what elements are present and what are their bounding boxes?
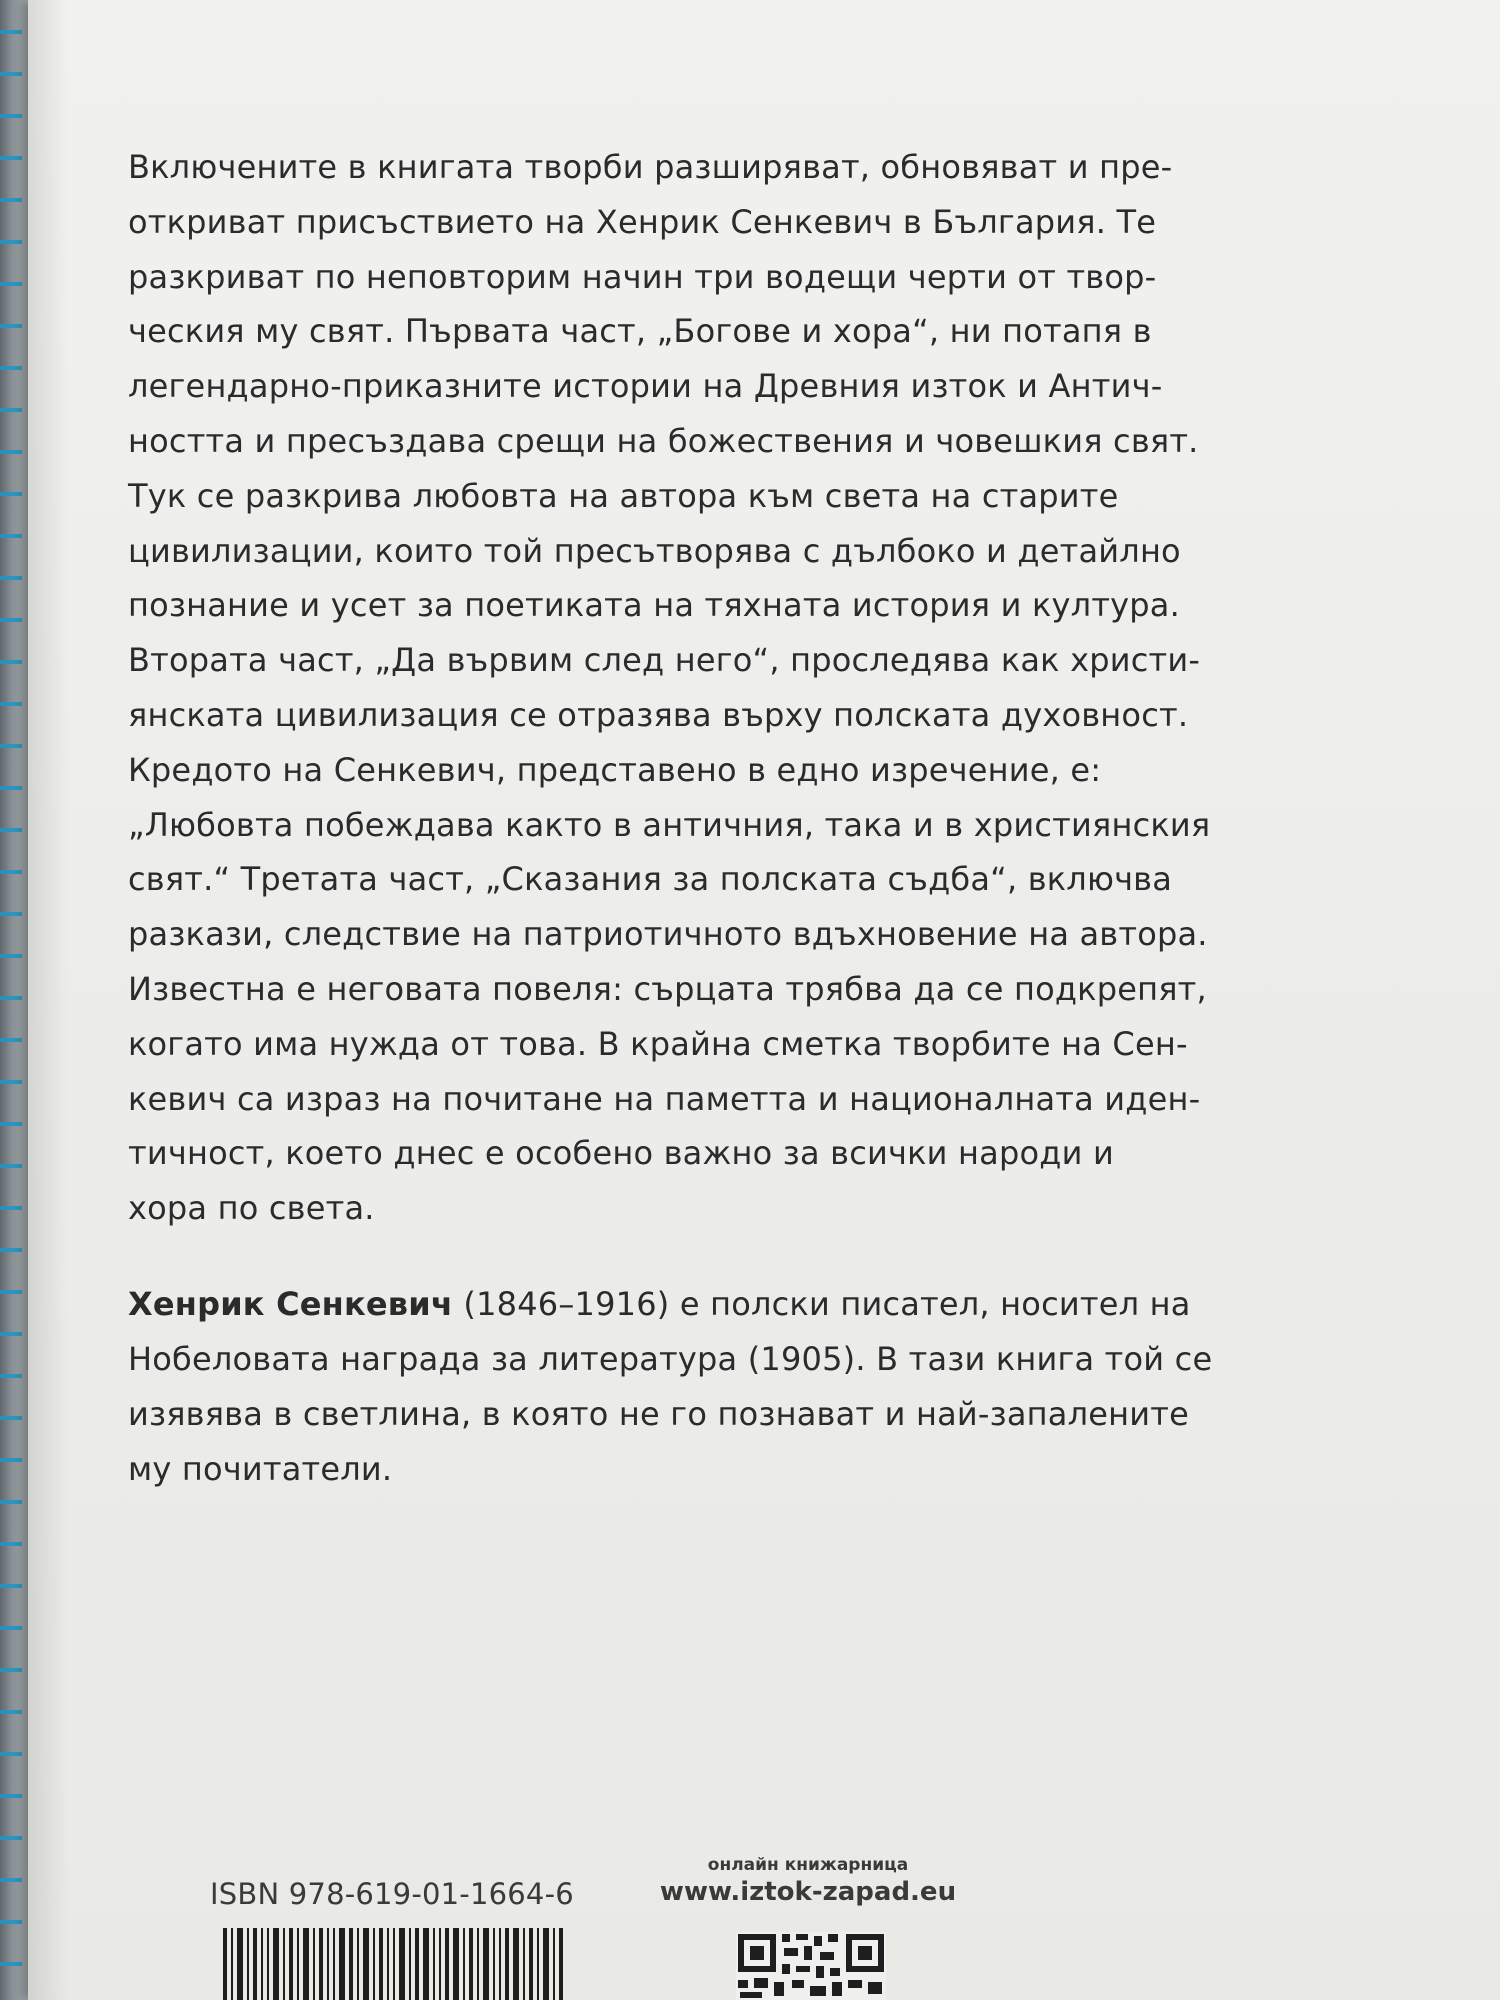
description-line: Известна е неговата повеля: сърцата трябва да се подкрепят, bbox=[128, 969, 1207, 1008]
description-line: ческия му свят. Първата част, „Богове и хора“, ни потапя в bbox=[128, 312, 1152, 351]
description-line: разкази, следствие на патриотичното вдъхновение на автора. bbox=[128, 915, 1208, 954]
description-line: легендарно-приказните истории на Древния изток и Антич- bbox=[128, 367, 1163, 406]
notebook-lines bbox=[0, 0, 22, 2000]
isbn-number: ISBN 978-619-01-1664-6 bbox=[210, 1877, 574, 1911]
description-line: разкриват по неповторим начин три водещи черти от твор- bbox=[128, 257, 1157, 296]
description-line: когато има нужда от това. В крайна сметка творбите на Сен- bbox=[128, 1024, 1188, 1063]
description-line: Втората част, „Да вървим след него“, проследява как христи- bbox=[128, 641, 1201, 680]
bookstore-url[interactable]: www.iztok-zapad.eu bbox=[659, 1877, 957, 1907]
page-shadow bbox=[28, 0, 68, 2000]
author-bio bbox=[128, 1277, 1448, 1497]
book-description bbox=[128, 140, 1448, 1236]
author-bio-line: Нобеловата награда за литература (1905). В тази книга той се bbox=[128, 1340, 1213, 1378]
book-back-cover bbox=[28, 0, 1500, 2000]
author-bio-line: изявява в светлина, в която не го познават и най-запалените bbox=[128, 1395, 1189, 1433]
author-bio-line: му почитатели. bbox=[128, 1450, 393, 1488]
description-line: Тук се разкрива любовта на автора към света на старите bbox=[128, 476, 1119, 515]
bookstore-label: онлайн книжарница bbox=[707, 1855, 909, 1875]
description-line: свят.“ Третата част, „Сказания за полската съдба“, включва bbox=[128, 860, 1173, 899]
online-bookstore bbox=[628, 1855, 988, 1907]
description-line: хора по света. bbox=[128, 1189, 375, 1228]
author-bio-line: (1846–1916) е полски писател, носител на bbox=[453, 1285, 1191, 1323]
author-name: Хенрик Сенкевич bbox=[128, 1285, 454, 1323]
description-line: откриват присъствието на Хенрик Сенкевич в България. Те bbox=[128, 202, 1157, 241]
description-line: Включените в книгата творби разширяват, обновяват и пре- bbox=[128, 148, 1173, 186]
description-line: цивилизации, които той пресътворява с дълбоко и детайлно bbox=[128, 531, 1181, 570]
description-line: познание и усет за поетиката на тяхната история и култура. bbox=[128, 586, 1180, 625]
description-line: ността и пресъздава срещи на божествения и човешкия свят. bbox=[128, 421, 1199, 460]
description-line: кевич са израз на почитане на паметта и националната иден- bbox=[128, 1079, 1201, 1118]
description-line: „Любовта побеждава както в античния, така и в християнския bbox=[128, 805, 1211, 844]
description-line: тичност, което днес е особено важно за всички народи и bbox=[128, 1134, 1114, 1173]
description-line: янската цивилизация се отразява върху полската духовност. bbox=[128, 695, 1189, 734]
description-line: Кредото на Сенкевич, представено в едно изречение, е: bbox=[128, 750, 1102, 789]
qr-code-icon bbox=[736, 1932, 886, 2000]
barcode-icon bbox=[223, 1928, 563, 2000]
